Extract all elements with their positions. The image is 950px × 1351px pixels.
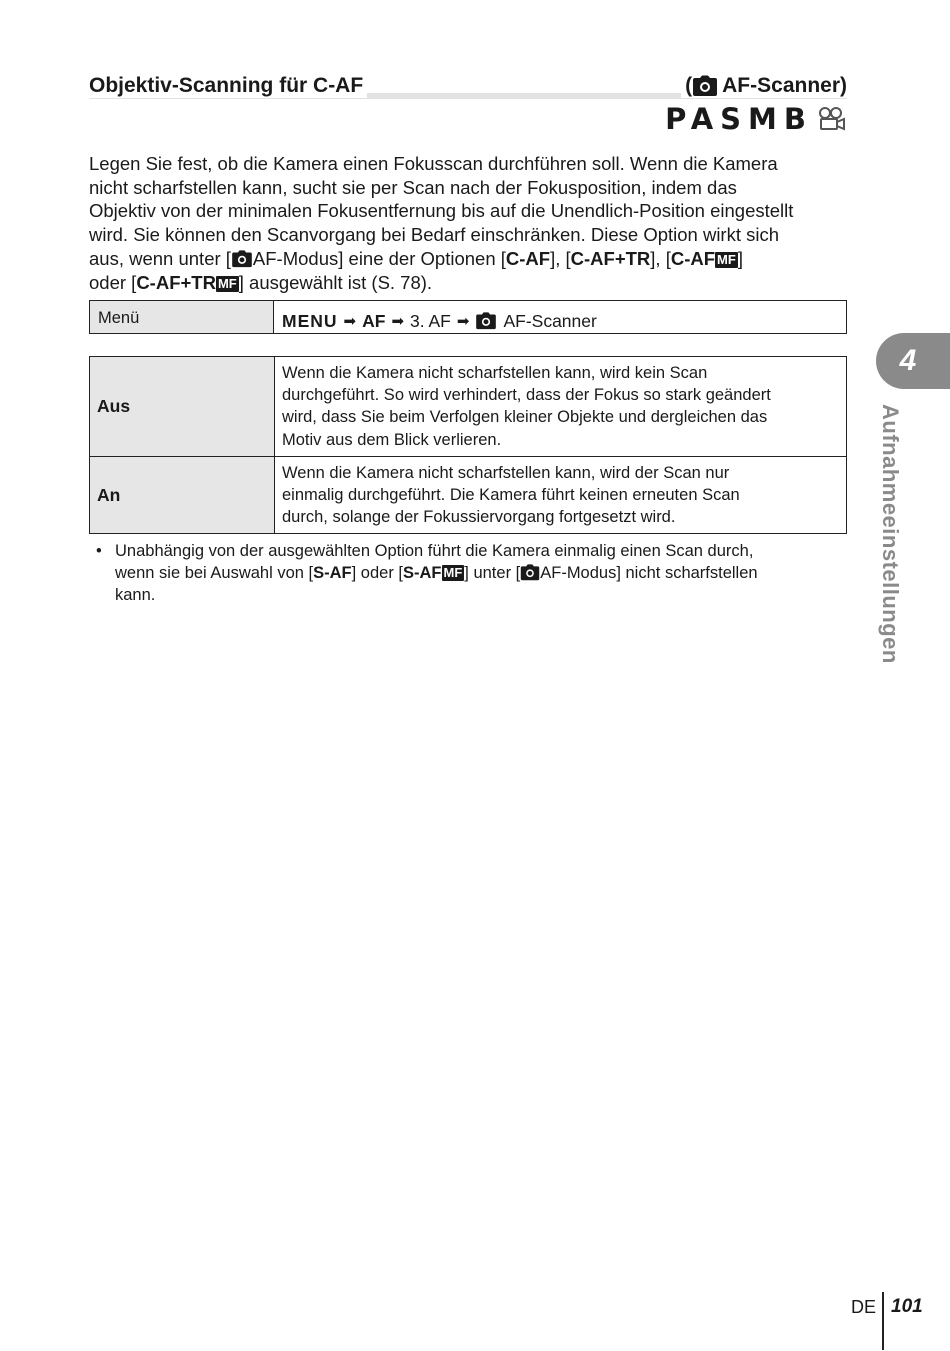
option-c-af: C-AF — [505, 247, 551, 269]
text-run: ] — [737, 247, 743, 269]
mf-badge: MF — [217, 275, 237, 291]
menu-key: MENU — [282, 310, 338, 331]
camera-icon — [475, 312, 497, 330]
shooting-modes — [665, 102, 847, 136]
option-name: Aus — [90, 357, 275, 457]
camera-icon — [692, 75, 718, 97]
camera-icon — [231, 250, 253, 268]
table-row — [90, 357, 847, 457]
af-submenu: 3. AF — [410, 310, 451, 331]
mf-badge: MF — [717, 251, 736, 267]
footer-divider — [882, 1292, 884, 1350]
desc-line: Wenn die Kamera nicht scharfstellen kann, wird der Scan nur — [282, 463, 730, 482]
camera-icon — [520, 564, 540, 581]
arrow-icon: ➡ — [456, 313, 470, 330]
option-description — [275, 456, 847, 534]
desc-line: einmalig durchgeführt. Die Kamera führt keinen erneuten Scan — [282, 486, 740, 505]
note — [96, 540, 856, 606]
text-run: AF-Modus] eine der Optionen [ — [252, 247, 506, 269]
bullet: • — [96, 542, 102, 560]
options-table — [89, 356, 847, 534]
option-s-af: S-AF — [313, 564, 352, 582]
menu-item-name — [681, 74, 847, 98]
section-title: Objektiv-Scanning für C-AF — [89, 74, 367, 98]
intro-line: Objektiv von der minimalen Fokusentfernung bis auf die Unendlich-Position eingestellt — [89, 200, 794, 222]
text-run: aus, wenn unter [ — [89, 247, 231, 269]
desc-line: wird, dass Sie beim Verfolgen kleiner Objekte und dergleichen das — [282, 408, 768, 427]
menu-name-prefix: ( — [685, 74, 693, 97]
text-run: ] ausgewählt ist (S. 78). — [238, 271, 433, 293]
menu-name-text: AF-Scanner) — [722, 74, 847, 97]
chapter-number: 4 — [899, 344, 917, 377]
text-run: wenn sie bei Auswahl von [ — [115, 564, 314, 582]
page-number: 101 — [891, 1296, 923, 1317]
note-text — [115, 540, 856, 606]
note-line: kann. — [115, 586, 156, 604]
arrow-icon: ➡ — [343, 313, 357, 330]
option-s-af-mf: S-AF — [403, 564, 442, 582]
af-menu: AF — [362, 310, 386, 331]
option-name: An — [90, 456, 275, 534]
option-c-af-mf: C-AF — [670, 247, 716, 269]
intro-line: Legen Sie fest, ob die Kamera einen Fokusscan durchführen soll. Wenn die Kamera — [89, 153, 778, 174]
menu-label: Menü — [90, 301, 274, 333]
desc-line: Wenn die Kamera nicht scharfstellen kann, wird kein Scan — [282, 364, 708, 382]
arrow-icon: ➡ — [391, 313, 405, 330]
text-run: oder [ — [89, 271, 137, 293]
mode-letters: PASMB — [665, 102, 813, 136]
text-run: ] oder [ — [351, 564, 403, 582]
footer-language: DE — [851, 1297, 877, 1317]
option-c-af-tr: C-AF+TR — [570, 247, 651, 269]
mf-badge: MF — [443, 565, 463, 580]
desc-line: durch, solange der Fokussiervorgang fortgesetzt wird. — [282, 508, 676, 527]
intro-line — [89, 247, 849, 271]
note-line: Unabhängig von der ausgewählten Option führt die Kamera einmalig einen Scan durch, — [115, 542, 754, 560]
text-run: ], [ — [650, 247, 671, 269]
intro-line: nicht scharfstellen kann, sucht sie per Scan nach der Fokusposition, indem das — [89, 176, 737, 198]
intro-paragraph — [89, 152, 849, 294]
desc-line: durchgeführt. So wird verhindert, dass der Fokus so stark geändert — [282, 386, 771, 405]
intro-line: wird. Sie können den Scanvorgang bei Bedarf einschränken. Diese Option wirkt sich — [89, 224, 780, 246]
note-line — [115, 562, 856, 584]
section-title-row — [89, 72, 847, 102]
chapter-label: Aufnahmeeinstellungen — [878, 404, 903, 664]
table-row — [90, 456, 847, 534]
movie-mode-icon — [817, 105, 847, 133]
menu-item: AF-Scanner — [503, 310, 597, 331]
desc-line: Motiv aus dem Blick verlieren. — [282, 430, 502, 449]
menu-path — [274, 301, 846, 333]
intro-line — [89, 271, 849, 295]
text-run: AF-Modus] nicht scharfstellen — [540, 564, 758, 582]
menu-path-box — [89, 300, 847, 334]
text-run: ], [ — [550, 247, 571, 269]
option-c-af-tr-mf: C-AF+TR — [136, 271, 216, 293]
option-description — [275, 357, 847, 457]
text-run: ] unter [ — [464, 564, 521, 582]
